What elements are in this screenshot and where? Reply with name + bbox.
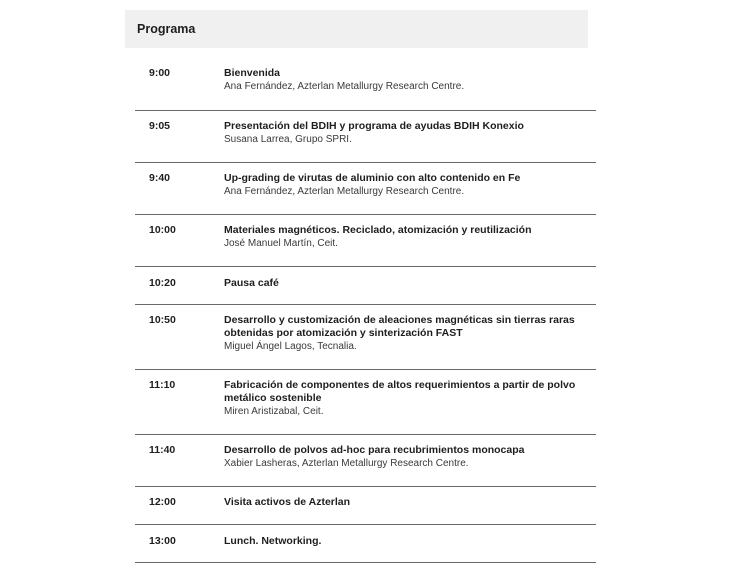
row-speaker: Miren Aristizabal, Ceit. <box>224 406 324 417</box>
program-list <box>135 58 596 563</box>
row-time: 10:50 <box>149 314 176 326</box>
row-time: 10:20 <box>149 277 176 289</box>
row-content <box>224 379 596 434</box>
row-time: 11:10 <box>149 379 176 391</box>
row-content <box>224 496 596 524</box>
row-speaker: José Manuel Martín, Ceit. <box>224 238 338 249</box>
row-title: Presentación del BDIH y programa de ayudas BDIH Konexio <box>224 120 524 132</box>
row-content <box>224 535 596 562</box>
row-title: Up-grading de virutas de aluminio con alto contenido en Fe <box>224 172 521 184</box>
row-title: Visita activos de Azterlan <box>224 496 351 508</box>
program-header <box>125 10 588 48</box>
row-title: Desarrollo de polvos ad-hoc para recubrimientos monocapa <box>224 444 525 456</box>
row-content <box>224 444 596 486</box>
row-time: 12:00 <box>149 496 176 508</box>
row-speaker: Ana Fernández, Azterlan Metallurgy Research Centre. <box>224 81 465 92</box>
program-row <box>135 267 596 305</box>
row-time: 10:00 <box>149 224 176 236</box>
row-speaker: Xabier Lasheras, Azterlan Metallurgy Research Centre. <box>224 458 469 469</box>
row-title: Bienvenida <box>224 67 281 79</box>
row-time: 9:05 <box>149 120 171 132</box>
row-title: Pausa café <box>224 277 279 289</box>
row-content <box>224 277 596 304</box>
program-row <box>135 525 596 563</box>
program-row <box>135 487 596 525</box>
row-content <box>224 172 596 214</box>
row-time: 13:00 <box>149 535 176 547</box>
program-row <box>135 58 596 111</box>
row-time: 9:00 <box>149 67 171 79</box>
row-content <box>224 67 596 110</box>
program-row <box>135 370 596 435</box>
row-content <box>224 314 596 369</box>
row-content <box>224 224 596 266</box>
row-speaker: Susana Larrea, Grupo SPRI. <box>224 134 352 145</box>
program-row <box>135 305 596 370</box>
row-time: 11:40 <box>149 444 176 456</box>
row-title: Desarrollo y customización de aleaciones magnéticas sin tierras raras obtenidas por atomización y sinterización FAST <box>224 314 575 339</box>
program-row <box>135 435 596 487</box>
row-speaker: Ana Fernández, Azterlan Metallurgy Research Centre. <box>224 186 465 197</box>
program-row <box>135 111 596 163</box>
program-row <box>135 163 596 215</box>
row-speaker: Miguel Ángel Lagos, Tecnalia. <box>224 341 357 352</box>
row-time: 9:40 <box>149 172 171 184</box>
row-content <box>224 120 596 162</box>
row-title: Lunch. Networking. <box>224 535 322 547</box>
row-title: Fabricación de componentes de altos requerimientos a partir de polvo metálico sostenible <box>224 379 576 404</box>
program-row <box>135 215 596 267</box>
page-title: Programa <box>137 22 196 36</box>
row-title: Materiales magnéticos. Reciclado, atomización y reutilización <box>224 224 532 236</box>
